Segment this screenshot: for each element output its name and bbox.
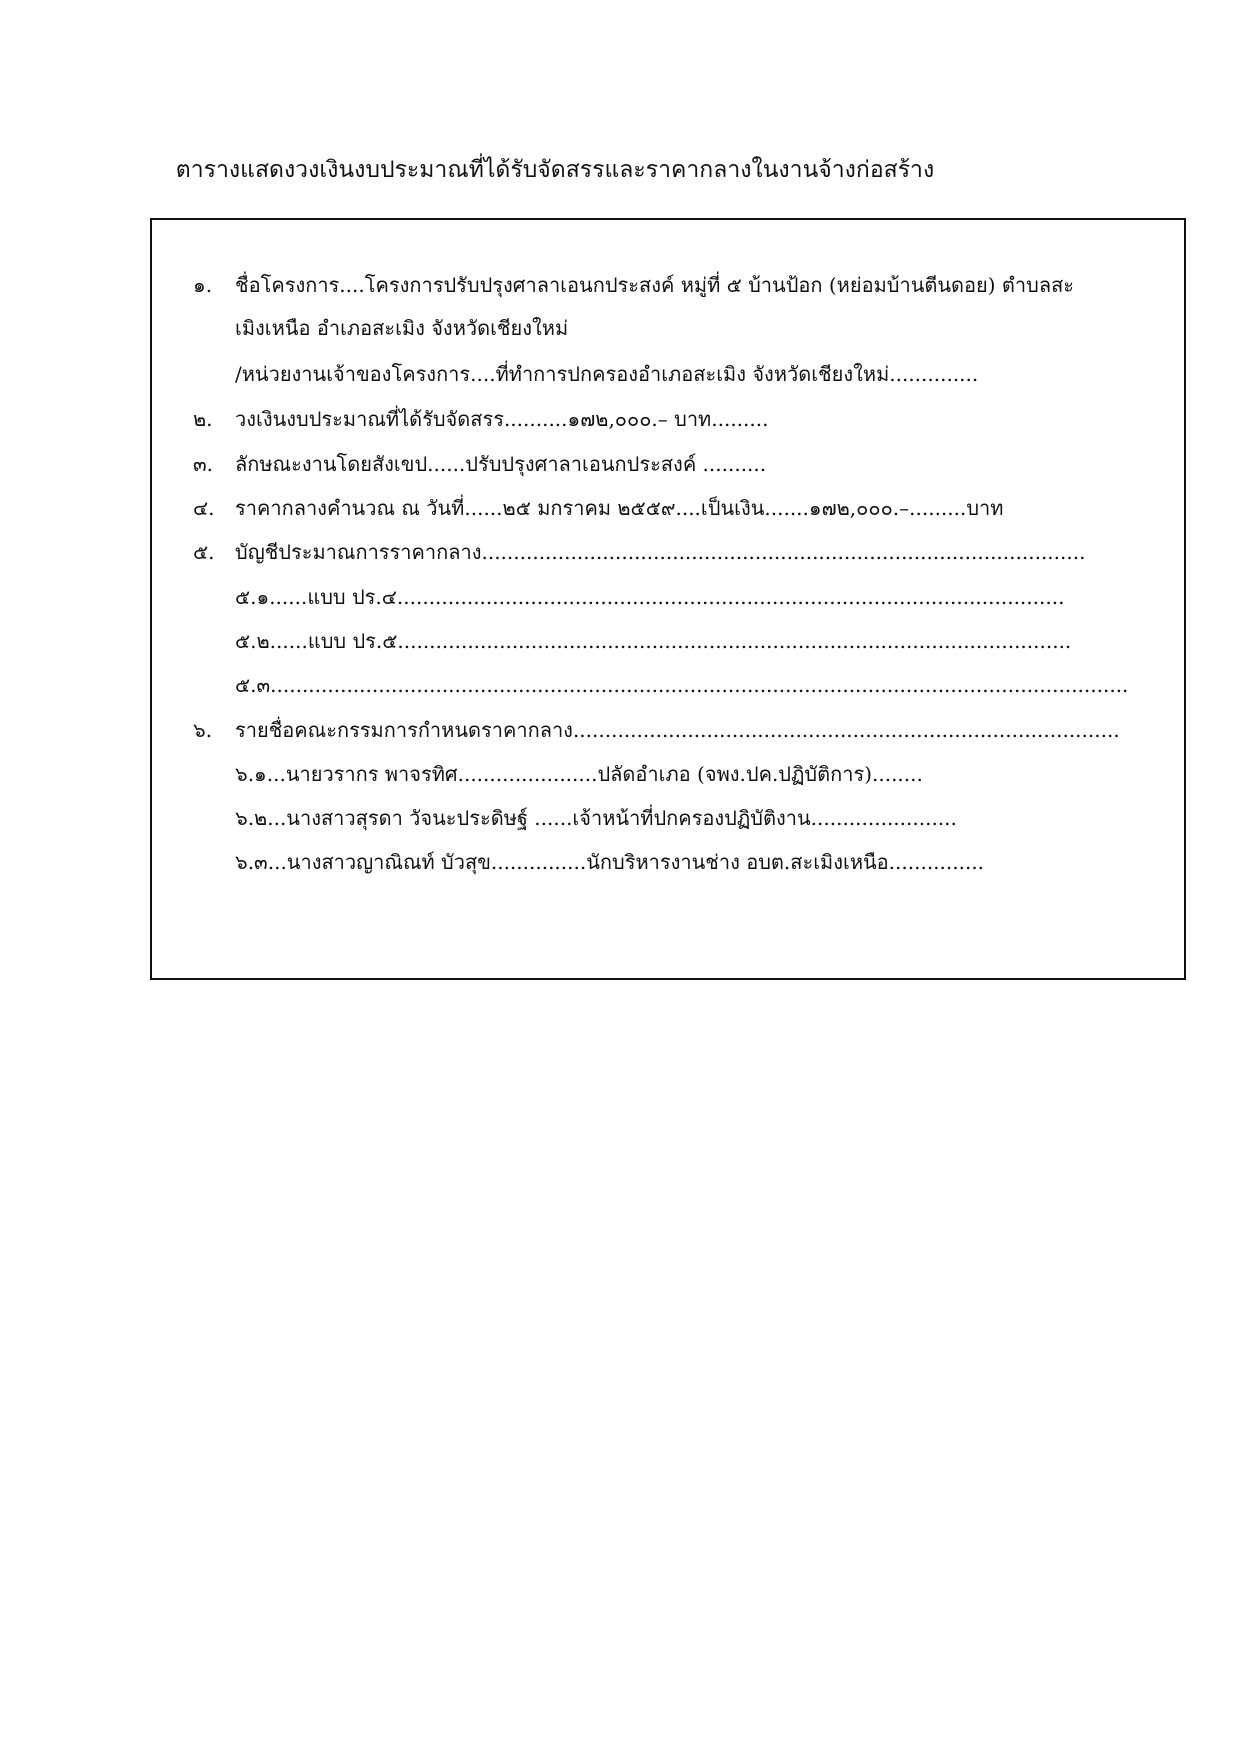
item-1-project-name: ชื่อโครงการ....โครงการปรับปรุงศาลาเอนกประสงค์ หมู่ที่ ๕ บ้านป้อก (หย่อมบ้านตีนดอย) ตำบลสะ	[235, 273, 1075, 297]
item-5-2-text: ๕.๒......แบบ ปร.๕..........................................................................................................	[235, 629, 1072, 653]
item-3	[193, 447, 766, 481]
item-5-2	[193, 624, 1071, 658]
item-2-budget: วงเงินงบประมาณที่ได้รับจัดสรร..........๑๗๒,๐๐๐.– บาท.........	[235, 407, 769, 431]
item-4-number: ๔.	[193, 496, 215, 520]
item-5-3-text: ๕.๓.......................................................................................................................................	[235, 673, 1129, 697]
item-1-number: ๑.	[193, 273, 213, 297]
item-1-project-location: เมิงเหนือ อำเภอสะเมิง จังหวัดเชียงใหม่	[235, 316, 569, 340]
item-1-line-1	[193, 268, 1074, 302]
item-5-estimate-list: บัญชีประมาณการราคากลาง...............................................................................................	[235, 540, 1086, 564]
item-2-number: ๒.	[193, 407, 213, 431]
item-5-1-text: ๕.๑......แบบ ปร.๔.........................................................................................................	[235, 585, 1065, 609]
item-1-line-2	[193, 311, 568, 345]
item-4	[193, 491, 1003, 525]
item-1-line-3	[193, 357, 978, 391]
item-6-2	[193, 801, 957, 835]
item-2	[193, 402, 768, 436]
item-6-committee: รายชื่อคณะกรรมการกำหนดราคากลาง......................................................................................	[235, 718, 1120, 742]
item-4-median-price: ราคากลางคำนวณ ณ วันที่......๒๕ มกราคม ๒๕๕๙....เป็นเงิน.......๑๗๒,๐๐๐.–.........บาท	[235, 496, 1004, 520]
item-6-2-text: ๖.๒...นางสาวสุรดา วัจนะประดิษฐ์ ......เจ้าหน้าที่ปกครองปฏิบัติงาน.......................	[235, 806, 957, 830]
item-5-number: ๕.	[193, 540, 215, 564]
item-5-1	[193, 580, 1064, 614]
item-6-3	[193, 845, 984, 879]
item-3-number: ๓.	[193, 452, 214, 476]
item-1-owner-agency: /หน่วยงานเจ้าของโครงการ....ที่ทำการปกครองอำเภอสะเมิง จังหวัดเชียงใหม่..............	[235, 362, 979, 386]
item-5-3	[193, 668, 1128, 702]
item-6-3-text: ๖.๓...นางสาวญาณิณท์ บัวสุข...............นักบริหารงานช่าง อบต.สะเมิงเหนือ...............	[235, 850, 985, 874]
item-6-1	[193, 757, 923, 791]
document-title: ตารางแสดงวงเงินงบประมาณที่ได้รับจัดสรรและราคากลางในงานจ้างก่อสร้าง	[175, 157, 935, 183]
item-5	[193, 535, 1085, 569]
item-6-number: ๖.	[193, 718, 213, 742]
item-6	[193, 713, 1120, 747]
item-6-1-text: ๖.๑...นายวรากร พาจรทิศ......................ปลัดอำเภอ (จพง.ปค.ปฏิบัติการ)........	[235, 762, 923, 786]
item-3-work-description: ลักษณะงานโดยสังเขป......ปรับปรุงศาลาเอนกประสงค์ ..........	[235, 452, 767, 476]
